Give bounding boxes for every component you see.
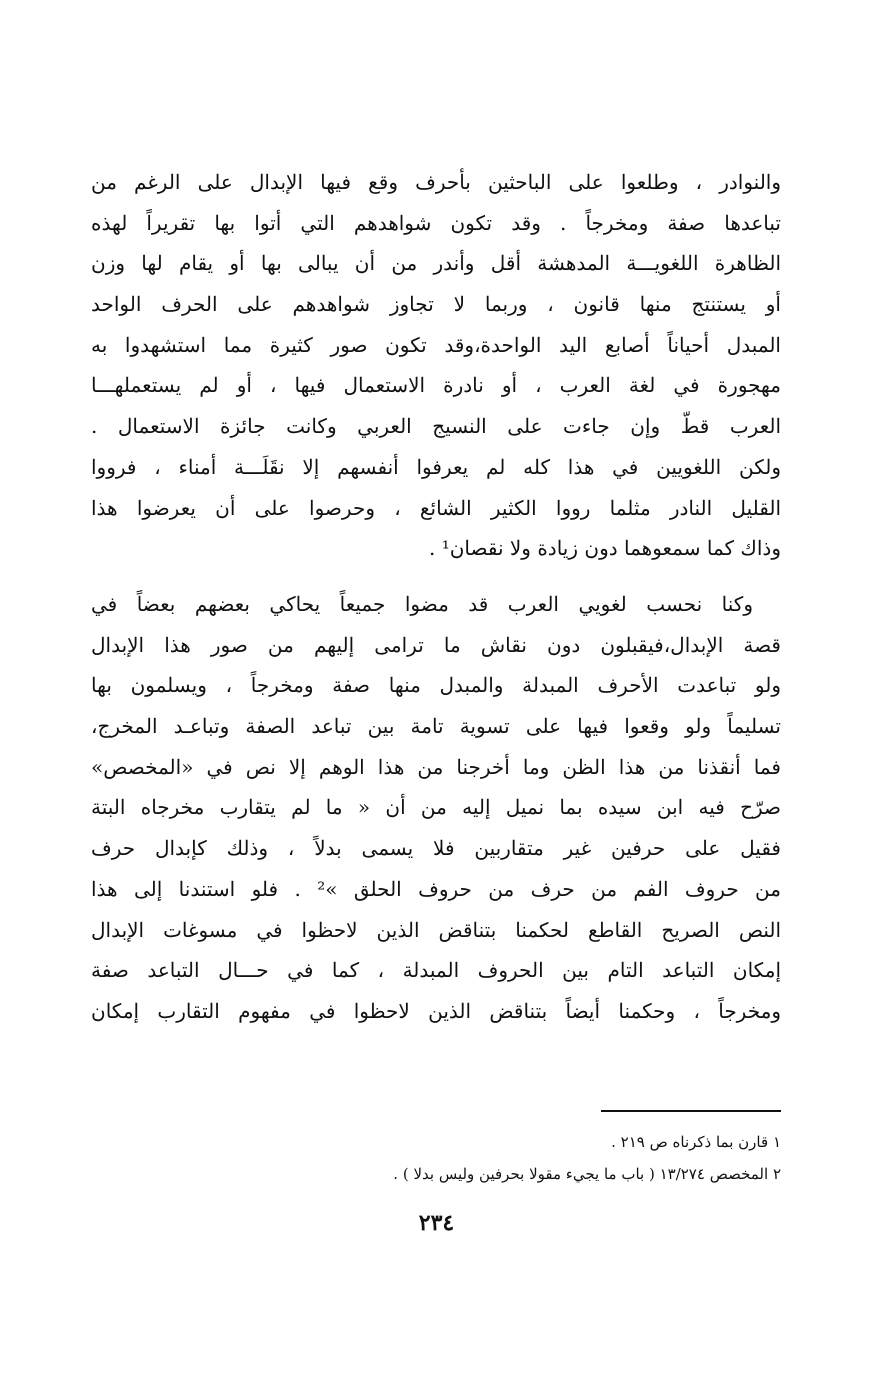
text-line: فقيل على حرفين غير متقاربين فلا يسمى بدلاً ، وذلك كإبدال حرف (91, 836, 781, 861)
paragraph-1 (91, 162, 781, 569)
text-line: والنوادر ، وطلعوا على الباحثين بأحرف وقع فيها الإبدال على الرغم من (91, 170, 781, 194)
text-line: النص الصريح القاطع لحكمنا بتناقض الذين لاحظوا في مسوغات الإبدال (91, 917, 781, 942)
text-line: تباعدها صفة ومخرجاً . وقد تكون شواهدهم التي أتوا بها تقريراً لهذه (91, 210, 781, 235)
text-line: مهجورة في لغة العرب ، أو نادرة الاستعمال فيها ، أو لم يستعملهـــا (91, 373, 781, 398)
text-line: الظاهرة اللغويـــة المدهشة أقل وأندر من أن يبالى بها أو يقام لها وزن (91, 251, 781, 276)
footnote-2: ٢ المخصص ١٣/٢٧٤ ( باب ما يجيء مقولا بحرفين وليس بدلا ) . (393, 1165, 781, 1183)
text-line: قصة الإبدال،فيقبلون دون نقاش ما ترامى إليهم من صور هذا الإبدال (91, 632, 781, 657)
text-line: ولكن اللغويين في هذا كله لم يعرفوا أنفسهم إلا نقَلَـــة أمناء ، فرووا (91, 454, 781, 479)
text-line: إمكان التباعد التام بين الحروف المبدلة ، كما في حـــال التباعد صفة (91, 958, 781, 983)
text-line: صرّح فيه ابن سيده بما نميل إليه من أن « ما لم يتقارب مخرجاه البتة (91, 795, 781, 820)
text-line: أو يستنتج منها قانون ، وربما لا تجاوز شواهدهم على الحرف الواحد (91, 292, 781, 317)
paragraph-2 (91, 584, 781, 1032)
text-line: ومخرجاً ، وحكمنا أيضاً بتناقض الذين لاحظوا في مفهوم التقارب إمكان (91, 998, 781, 1023)
page-number: ٢٣٤ (418, 1210, 455, 1236)
text-line: وذاك كما سمعوهما دون زيادة ولا نقصان¹ . (428, 536, 781, 561)
text-line: العرب قطّ وإن جاءت على النسيج العربي وكانت جائزة الاستعمال . (91, 414, 781, 439)
text-line: تسليماً ولو وقعوا فيها على تسوية تامة بين تباعد الصفة وتباعـد المخرج، (91, 714, 781, 739)
footnotes (91, 1126, 781, 1190)
text-line: القليل النادر مثلما رووا الكثير الشائع ، وحرصوا على أن يعرضوا هذا (91, 495, 781, 520)
footnote-1: ١ قارن بما ذكرناه ص ٢١٩ . (611, 1133, 781, 1151)
text-line: من حروف الفم من حرف من حروف الحلق »² . فلو استندنا إلى هذا (91, 876, 781, 901)
text-line: فما أنقذنا من هذا الظن وما أخرجنا من هذا الوهم إلا نص في «المخصص» (91, 754, 781, 779)
text-line: وكنا نحسب لغويي العرب قد مضوا جميعاً يحاكي بعضهم بعضاً في (91, 592, 753, 616)
text-line: ولو تباعدت الأحرف المبدلة والمبدل منها صفة ومخرجاً ، ويسلمون بها (91, 673, 781, 698)
text-line: المبدل أحياناً أصابع اليد الواحدة،وقد تكون صور كثيرة مما استشهدوا به (91, 332, 781, 357)
footnote-divider (601, 1110, 781, 1112)
